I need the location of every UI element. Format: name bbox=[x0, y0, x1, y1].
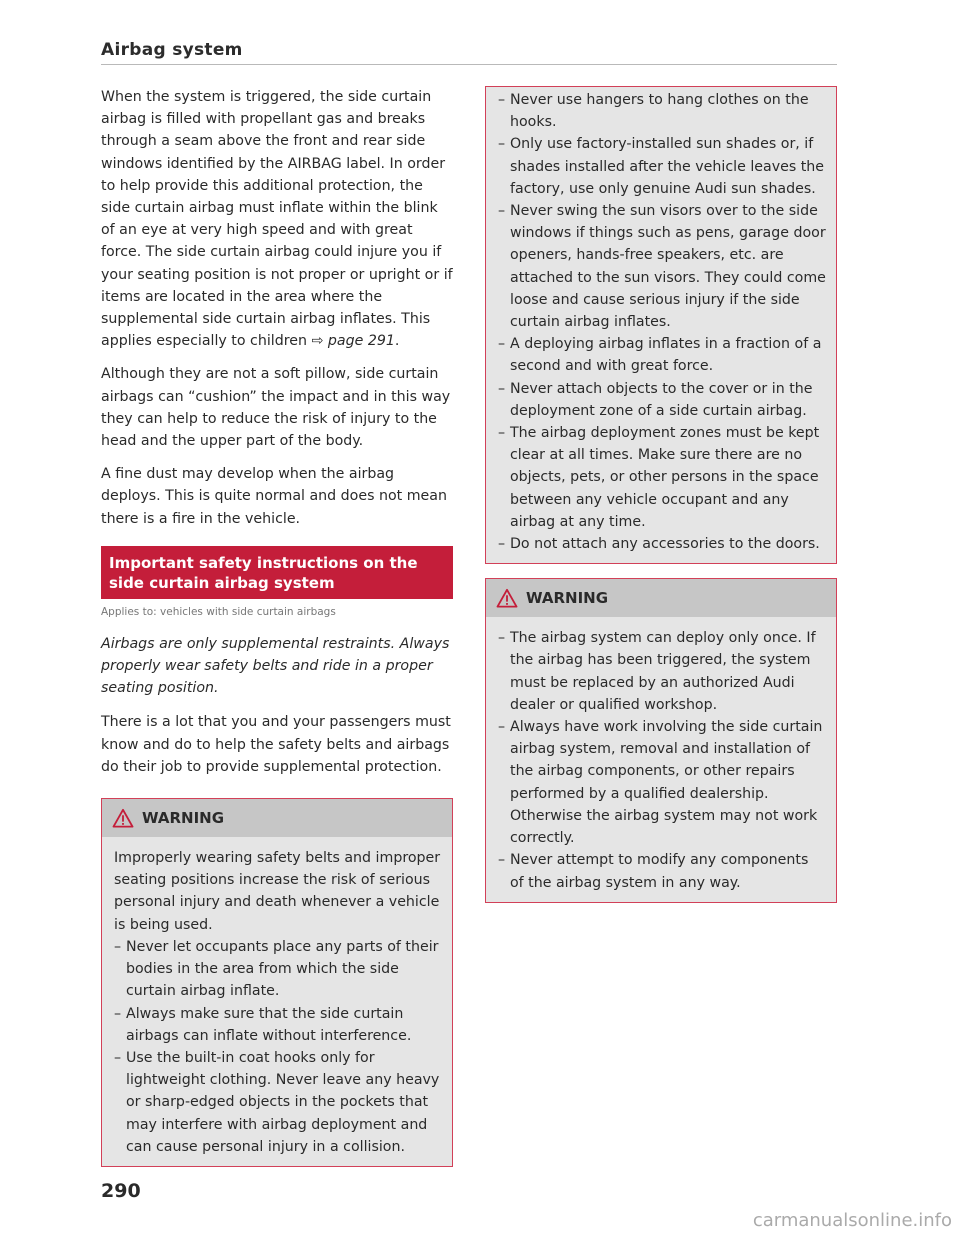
page-header-title: Airbag system bbox=[101, 40, 243, 60]
warning-continued-body bbox=[486, 89, 836, 555]
lead-paragraph: Airbags are only supplemental restraints. Always properly wear safety belts and ride in a proper seating position. bbox=[101, 635, 450, 697]
list-item: – Use the built-in coat hooks only for lightweight clothing. Never leave any heavy or sharp-edged objects in the pockets that may interfere with airbag deployment and can cause personal injury in a collision. bbox=[114, 1047, 442, 1158]
page-reference-link[interactable]: ⇨ page 291 bbox=[311, 333, 395, 350]
warning-box bbox=[101, 798, 453, 1167]
paragraph-passengers: There is a lot that you and your passengers must know and do to help the safety belts and airbags do their job to provide supplemental protection. bbox=[101, 714, 451, 775]
list-item: – Do not attach any accessories to the doors. bbox=[498, 533, 826, 555]
list-item: – Never attempt to modify any components of the airbag system in any way. bbox=[498, 849, 826, 893]
warning-body bbox=[102, 837, 452, 1158]
warning-list bbox=[114, 936, 442, 1158]
list-item: – Never swing the sun visors over to the side windows if things such as pens, garage door openers, hands-free speakers, etc. are attached to the sun visors. They could come loose and cause serious injury if the side curtain airbag inflates. bbox=[498, 200, 826, 333]
paragraph-fine-dust: A fine dust may develop when the airbag deploys. This is quite normal and does not mean there is a fire in the vehicle. bbox=[101, 466, 447, 527]
warning-header bbox=[102, 799, 452, 837]
paragraph-side-curtain bbox=[101, 86, 453, 352]
list-item: – Always make sure that the side curtain airbags can inflate without interference. bbox=[114, 1003, 442, 1047]
warning-intro: Improperly wearing safety belts and improper seating positions increase the risk of serious personal injury and death whenever a vehicle is being used. bbox=[114, 850, 441, 933]
list-item: – A deploying airbag inflates in a fraction of a second and with great force. bbox=[498, 333, 826, 377]
list-item: – Never use hangers to hang clothes on the hooks. bbox=[498, 89, 826, 133]
watermark: carmanualsonline.info bbox=[752, 1210, 952, 1231]
list-item: – Never let occupants place any parts of their bodies in the area from which the side curtain airbag inflate. bbox=[114, 936, 442, 1003]
section-heading: Important safety instructions on the side curtain airbag system bbox=[101, 546, 453, 599]
header-rule bbox=[101, 64, 837, 65]
warning-title-2: WARNING bbox=[526, 589, 609, 608]
paragraph-end: . bbox=[394, 333, 400, 350]
list-item: – Never attach objects to the cover or in the deployment zone of a side curtain airbag. bbox=[498, 378, 826, 422]
warning-box-continued bbox=[485, 86, 837, 564]
applies-to-note: Applies to: vehicles with side curtain airbags bbox=[101, 605, 336, 618]
list-item: – The airbag deployment zones must be kept clear at all times. Make sure there are no objects, pets, or other persons in the space between any vehicle occupant and any airbag at any time. bbox=[498, 422, 826, 533]
left-column bbox=[101, 86, 453, 1167]
warning-title: WARNING bbox=[142, 808, 225, 827]
warning-triangle-icon bbox=[112, 808, 134, 828]
list-item: – The airbag system can deploy only once. If the airbag has been triggered, the system must be replaced by an authorized Audi dealer or qualified workshop. bbox=[498, 627, 826, 716]
warning-header-2 bbox=[486, 579, 836, 617]
paragraph-text: When the system is triggered, the side curtain airbag is filled with propellant gas and breaks through a seam above the front and rear side windows identified by the AIRBAG label. In order to help provide this additional protection, the side curtain airbag must inflate within the blink of an eye at very high speed and with great force. The side curtain airbag could injure you if your seating position is not proper or upright or if items are located in the area where the supplemental side curtain airbag inflates. This applies especially to children bbox=[101, 89, 453, 350]
paragraph-cushion: Although they are not a soft pillow, side curtain airbags can “cushion” the impact and in this way they can help to reduce the risk of injury to the head and the upper part of the body. bbox=[101, 366, 451, 450]
warning-box-2 bbox=[485, 578, 837, 902]
warning-continued-list bbox=[498, 89, 826, 555]
right-column bbox=[485, 86, 837, 903]
warning-list-2 bbox=[498, 627, 826, 893]
page-number: 290 bbox=[101, 1180, 141, 1202]
list-item: – Only use factory-installed sun shades or, if shades installed after the vehicle leaves the factory, use only genuine Audi sun shades. bbox=[498, 133, 826, 200]
warning-body-2 bbox=[486, 617, 836, 893]
list-item: – Always have work involving the side curtain airbag system, removal and installation of the airbag components, or other repairs performed by a qualified dealership. Otherwise the airbag system may not work correctly. bbox=[498, 716, 826, 849]
warning-triangle-icon bbox=[496, 588, 518, 608]
